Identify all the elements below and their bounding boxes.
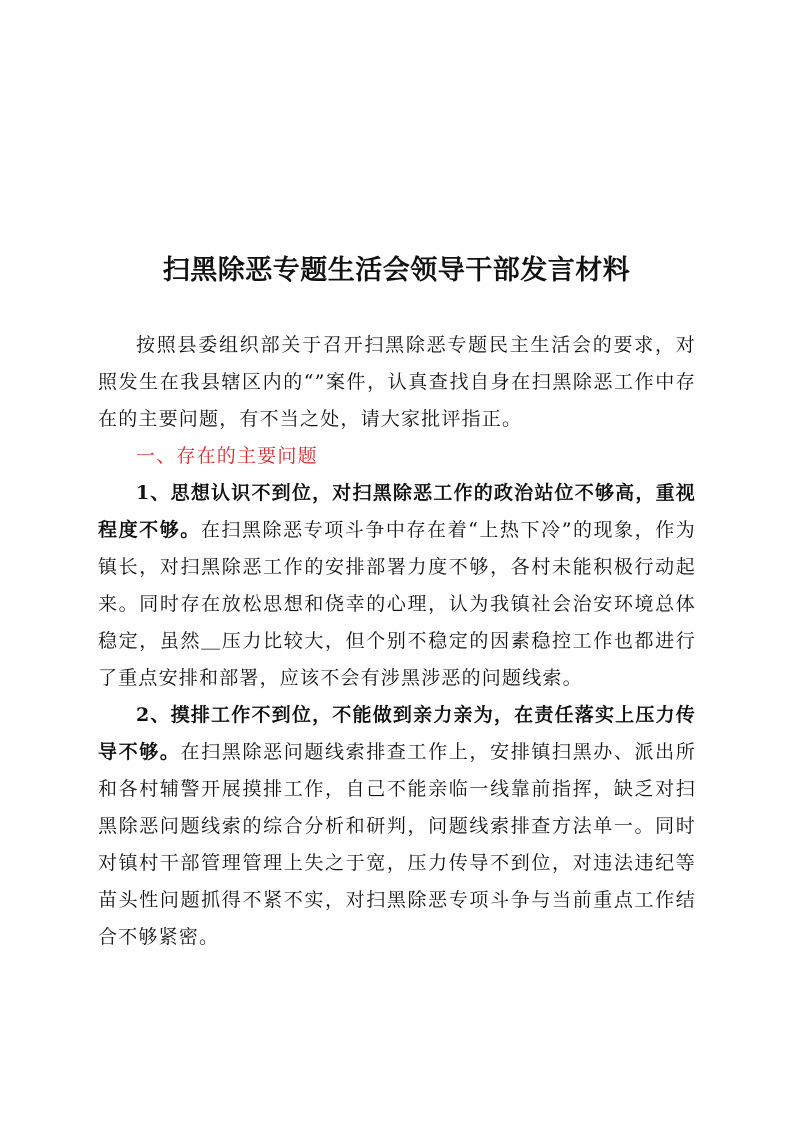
item-paragraph-1 <box>98 475 696 697</box>
item-lead-1: 1、思想认识不到位，对扫黑除恶工作的政治站位不够高，重视程度不够。 <box>98 482 696 541</box>
item-text-1: 在扫黑除恶专项斗争中存在着“上热下冷”的现象，作为镇长，对扫黑除恶工作的安排部署力度不够，各村未能积极行动起来。同时存在放松思想和侥幸的心理，认为我镇社会治安环境总体稳定，虽然＿压力比较大，但个别不稳定的因素稳控工作也都进行了重点安排和部署，应该不会有涉黑涉恶的问题线索。 <box>98 519 696 689</box>
item-paragraph-2 <box>98 697 696 956</box>
item-text-2: 在扫黑除恶问题线索排查工作上，安排镇扫黑办、派出所和各村辅警开展摸排工作，自己不能亲临一线靠前指挥，缺乏对扫黑除恶问题线索的综合分析和研判，问题线索排查方法单一。同时对镇村干部管理管理上失之于宽，压力传导不到位，对违法违纪等苗头性问题抓得不紧不实，对扫黑除恶专项斗争与当前重点工作结合不够紧密。 <box>98 741 696 948</box>
section-heading: 一、存在的主要问题 <box>136 445 318 467</box>
item-lead-2: 2、摸排工作不到位，不能做到亲力亲为，在责任落实上压力传导不够。 <box>98 704 696 763</box>
document-body <box>98 327 696 956</box>
intro-paragraph: 按照县委组织部关于召开扫黑除恶专题民主生活会的要求，对照发生在我县辖区内的“”案件，认真查找自身在扫黑除恶工作中存在的主要问题，有不当之处，请大家批评指正。 <box>98 334 696 430</box>
document-title: 扫黑除恶专题生活会领导干部发言材料 <box>162 255 631 286</box>
section-heading-paragraph <box>98 438 696 475</box>
